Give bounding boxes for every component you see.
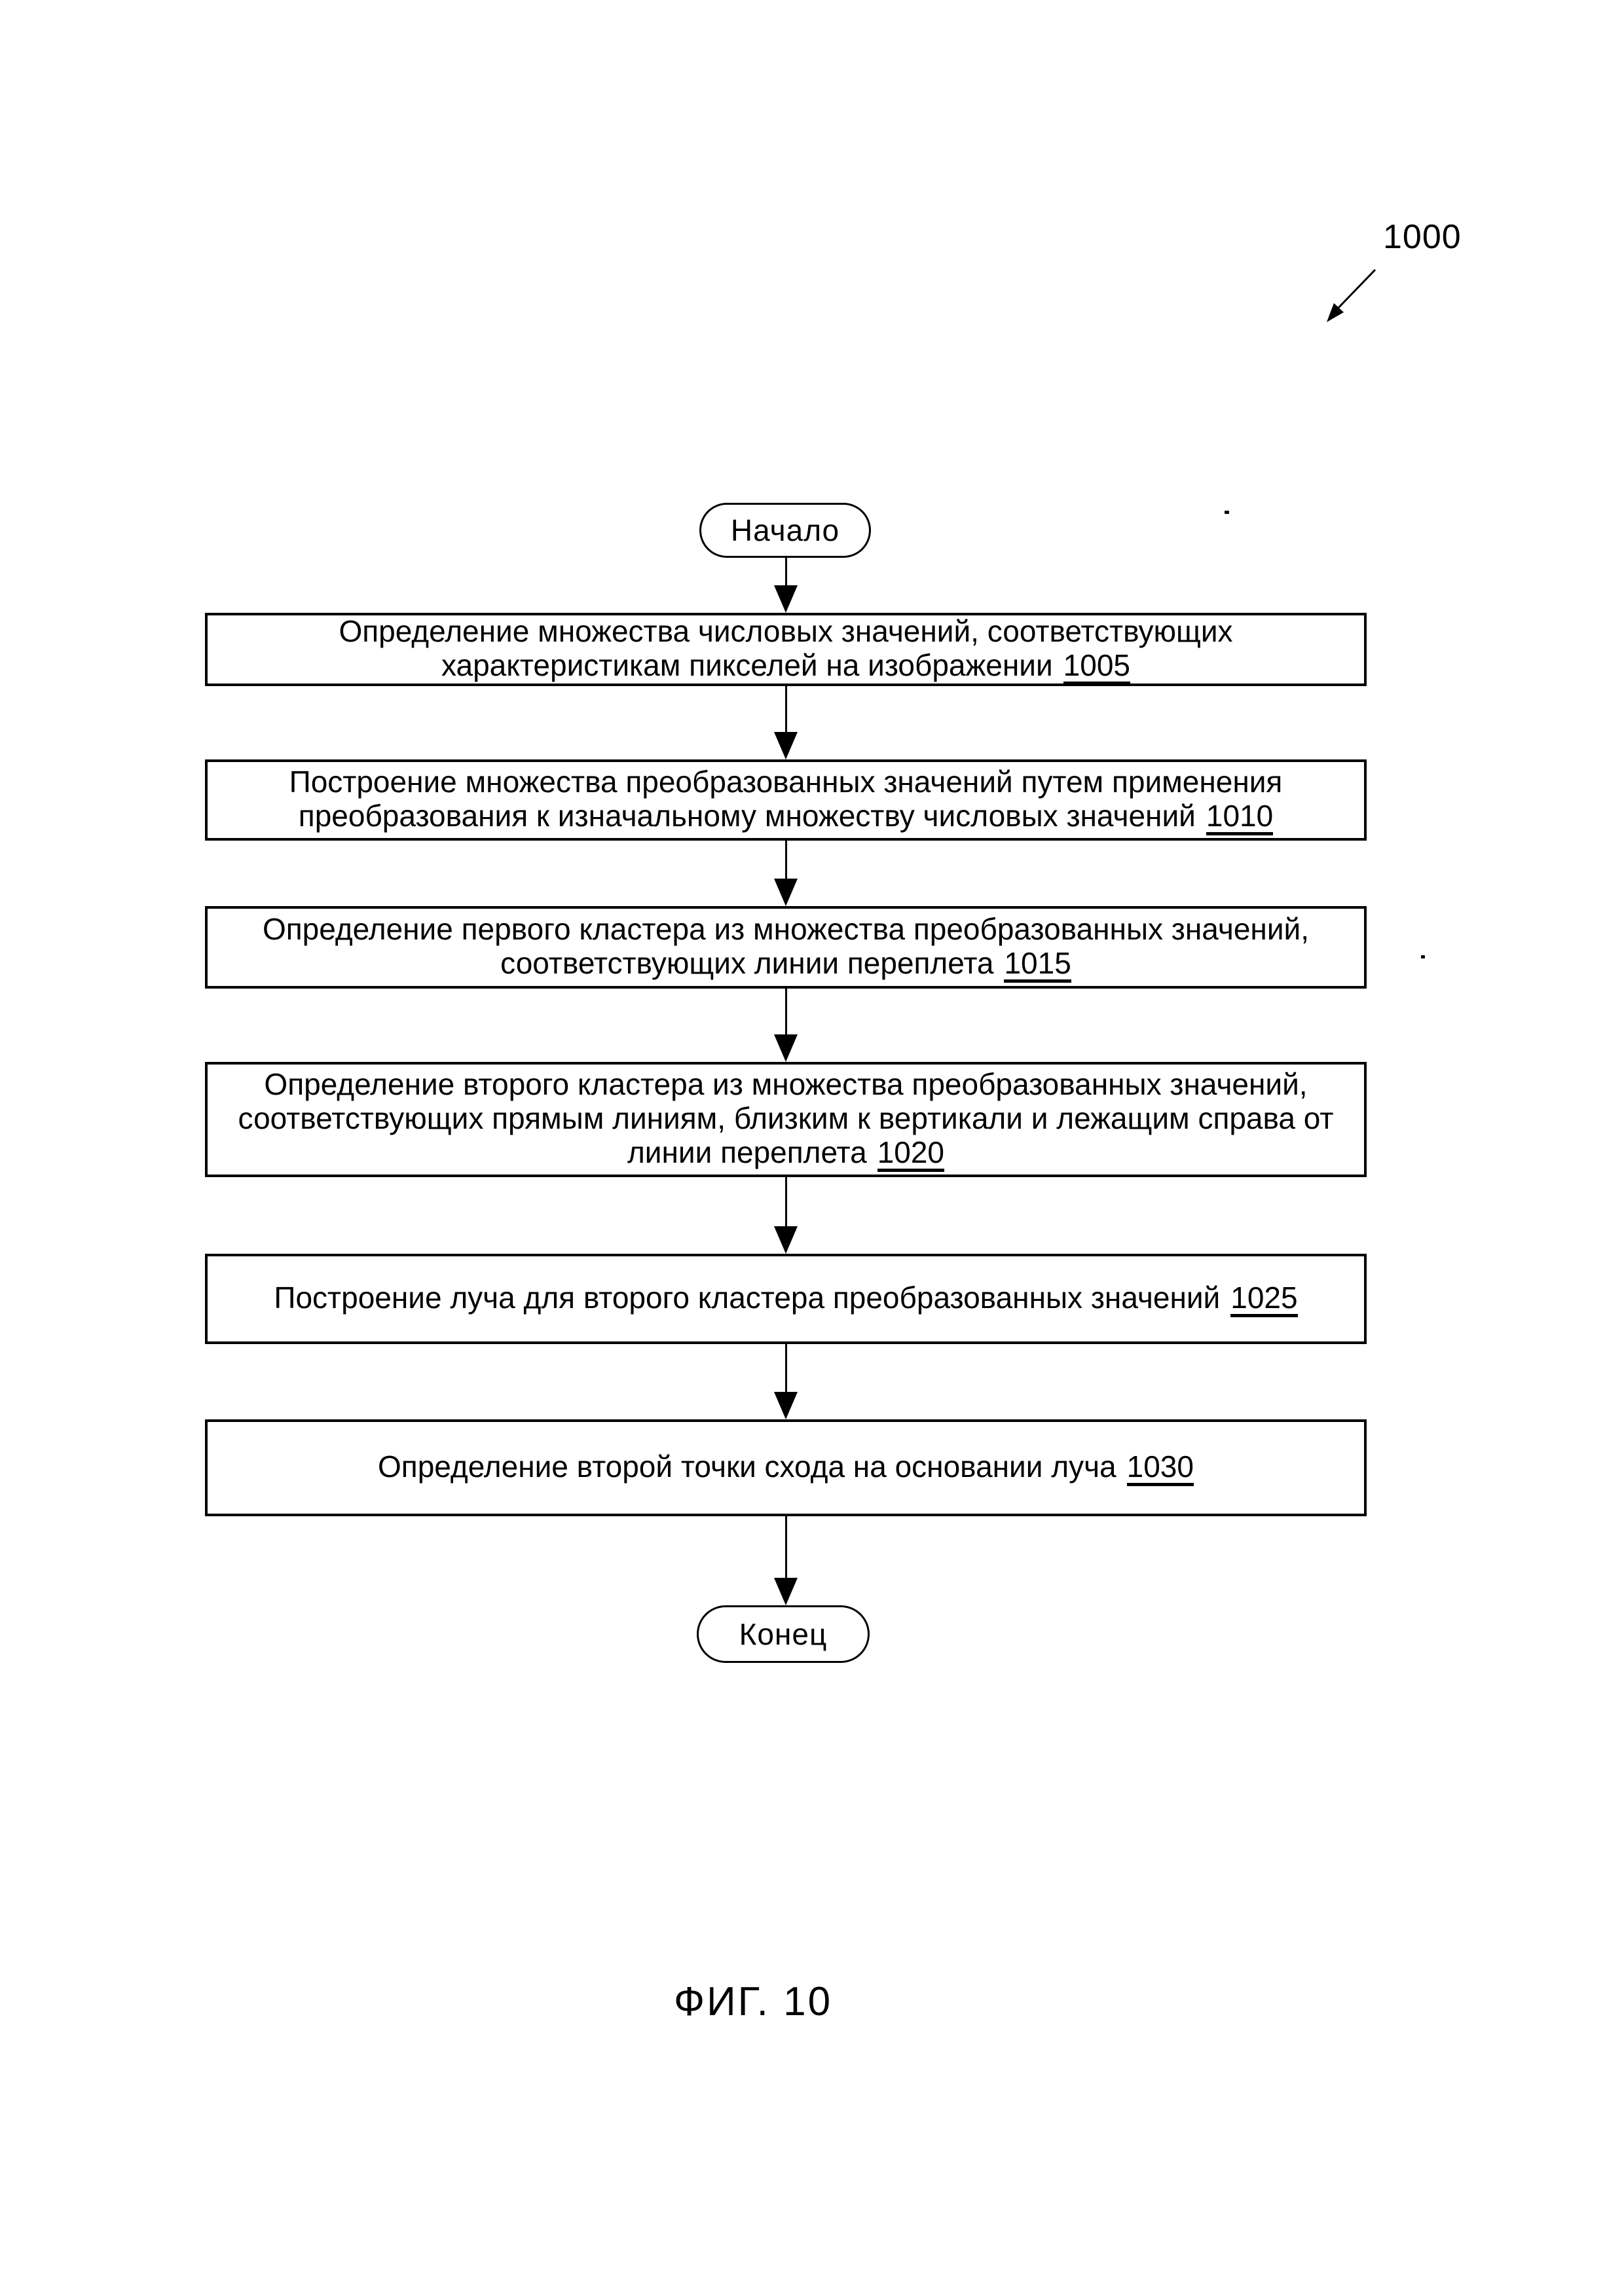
- step-1005-line-2: характеристикам пикселей на изображении: [441, 647, 1053, 682]
- flow-arrow-1025-to-1030: [774, 1344, 798, 1419]
- step-1010-line-2: преобразования к изначальному множеству числовых значений: [298, 798, 1196, 833]
- step-1020-line-3: линии переплета: [627, 1135, 867, 1169]
- end-terminator-label: Конец: [739, 1617, 828, 1651]
- scan-speck: [1421, 955, 1425, 958]
- step-box-1030: [205, 1419, 1367, 1516]
- step-box-1010: [205, 759, 1367, 841]
- step-1005-ref: 1005: [1063, 649, 1130, 685]
- start-terminator-label: Начало: [730, 513, 840, 547]
- figure-number-pointer-arrow: [1319, 264, 1384, 330]
- start-terminator: [699, 503, 871, 558]
- step-1015-ref: 1015: [1004, 947, 1071, 983]
- step-1010-ref: 1010: [1206, 800, 1273, 835]
- flow-arrow-1030-to-end: [774, 1516, 798, 1605]
- step-1020-line-1: Определение второго кластера из множества преобразованных значений,: [264, 1066, 1308, 1101]
- step-box-1020: [205, 1062, 1367, 1177]
- step-1020-line-2: соответствующих прямым линиям, близким к вертикали и лежащим справа от: [238, 1101, 1334, 1135]
- step-1015-line-1: Определение первого кластера из множества преобразованных значений,: [262, 911, 1309, 946]
- end-terminator: [697, 1605, 870, 1663]
- step-box-1025: [205, 1254, 1367, 1344]
- flow-arrow-1005-to-1010: [774, 686, 798, 759]
- step-1005-line-1: Определение множества числовых значений, соответствующих: [339, 613, 1233, 648]
- scan-speck: [1225, 511, 1229, 514]
- step-1010-line-1: Построение множества преобразованных значений путем применения: [289, 764, 1283, 799]
- flow-arrow-1020-to-1025: [774, 1177, 798, 1254]
- flow-arrow-1010-to-1015: [774, 841, 798, 906]
- step-box-1015: [205, 906, 1367, 989]
- step-1025-line-1: Построение луча для второго кластера преобразованных значений: [274, 1280, 1221, 1315]
- flow-arrow-start-to-1005: [774, 558, 798, 613]
- figure-number-label: 1000: [1383, 218, 1462, 256]
- step-1030-ref: 1030: [1127, 1451, 1194, 1486]
- step-box-1005: [205, 613, 1367, 686]
- flow-arrow-1015-to-1020: [774, 989, 798, 1062]
- step-1015-line-2: соответствующих линии переплета: [500, 945, 994, 980]
- step-1030-line-1: Определение второй точки схода на основании луча: [378, 1449, 1116, 1484]
- step-1025-ref: 1025: [1230, 1282, 1297, 1317]
- step-1020-ref: 1020: [877, 1137, 944, 1172]
- figure-caption: ФИГ. 10: [673, 1979, 833, 2024]
